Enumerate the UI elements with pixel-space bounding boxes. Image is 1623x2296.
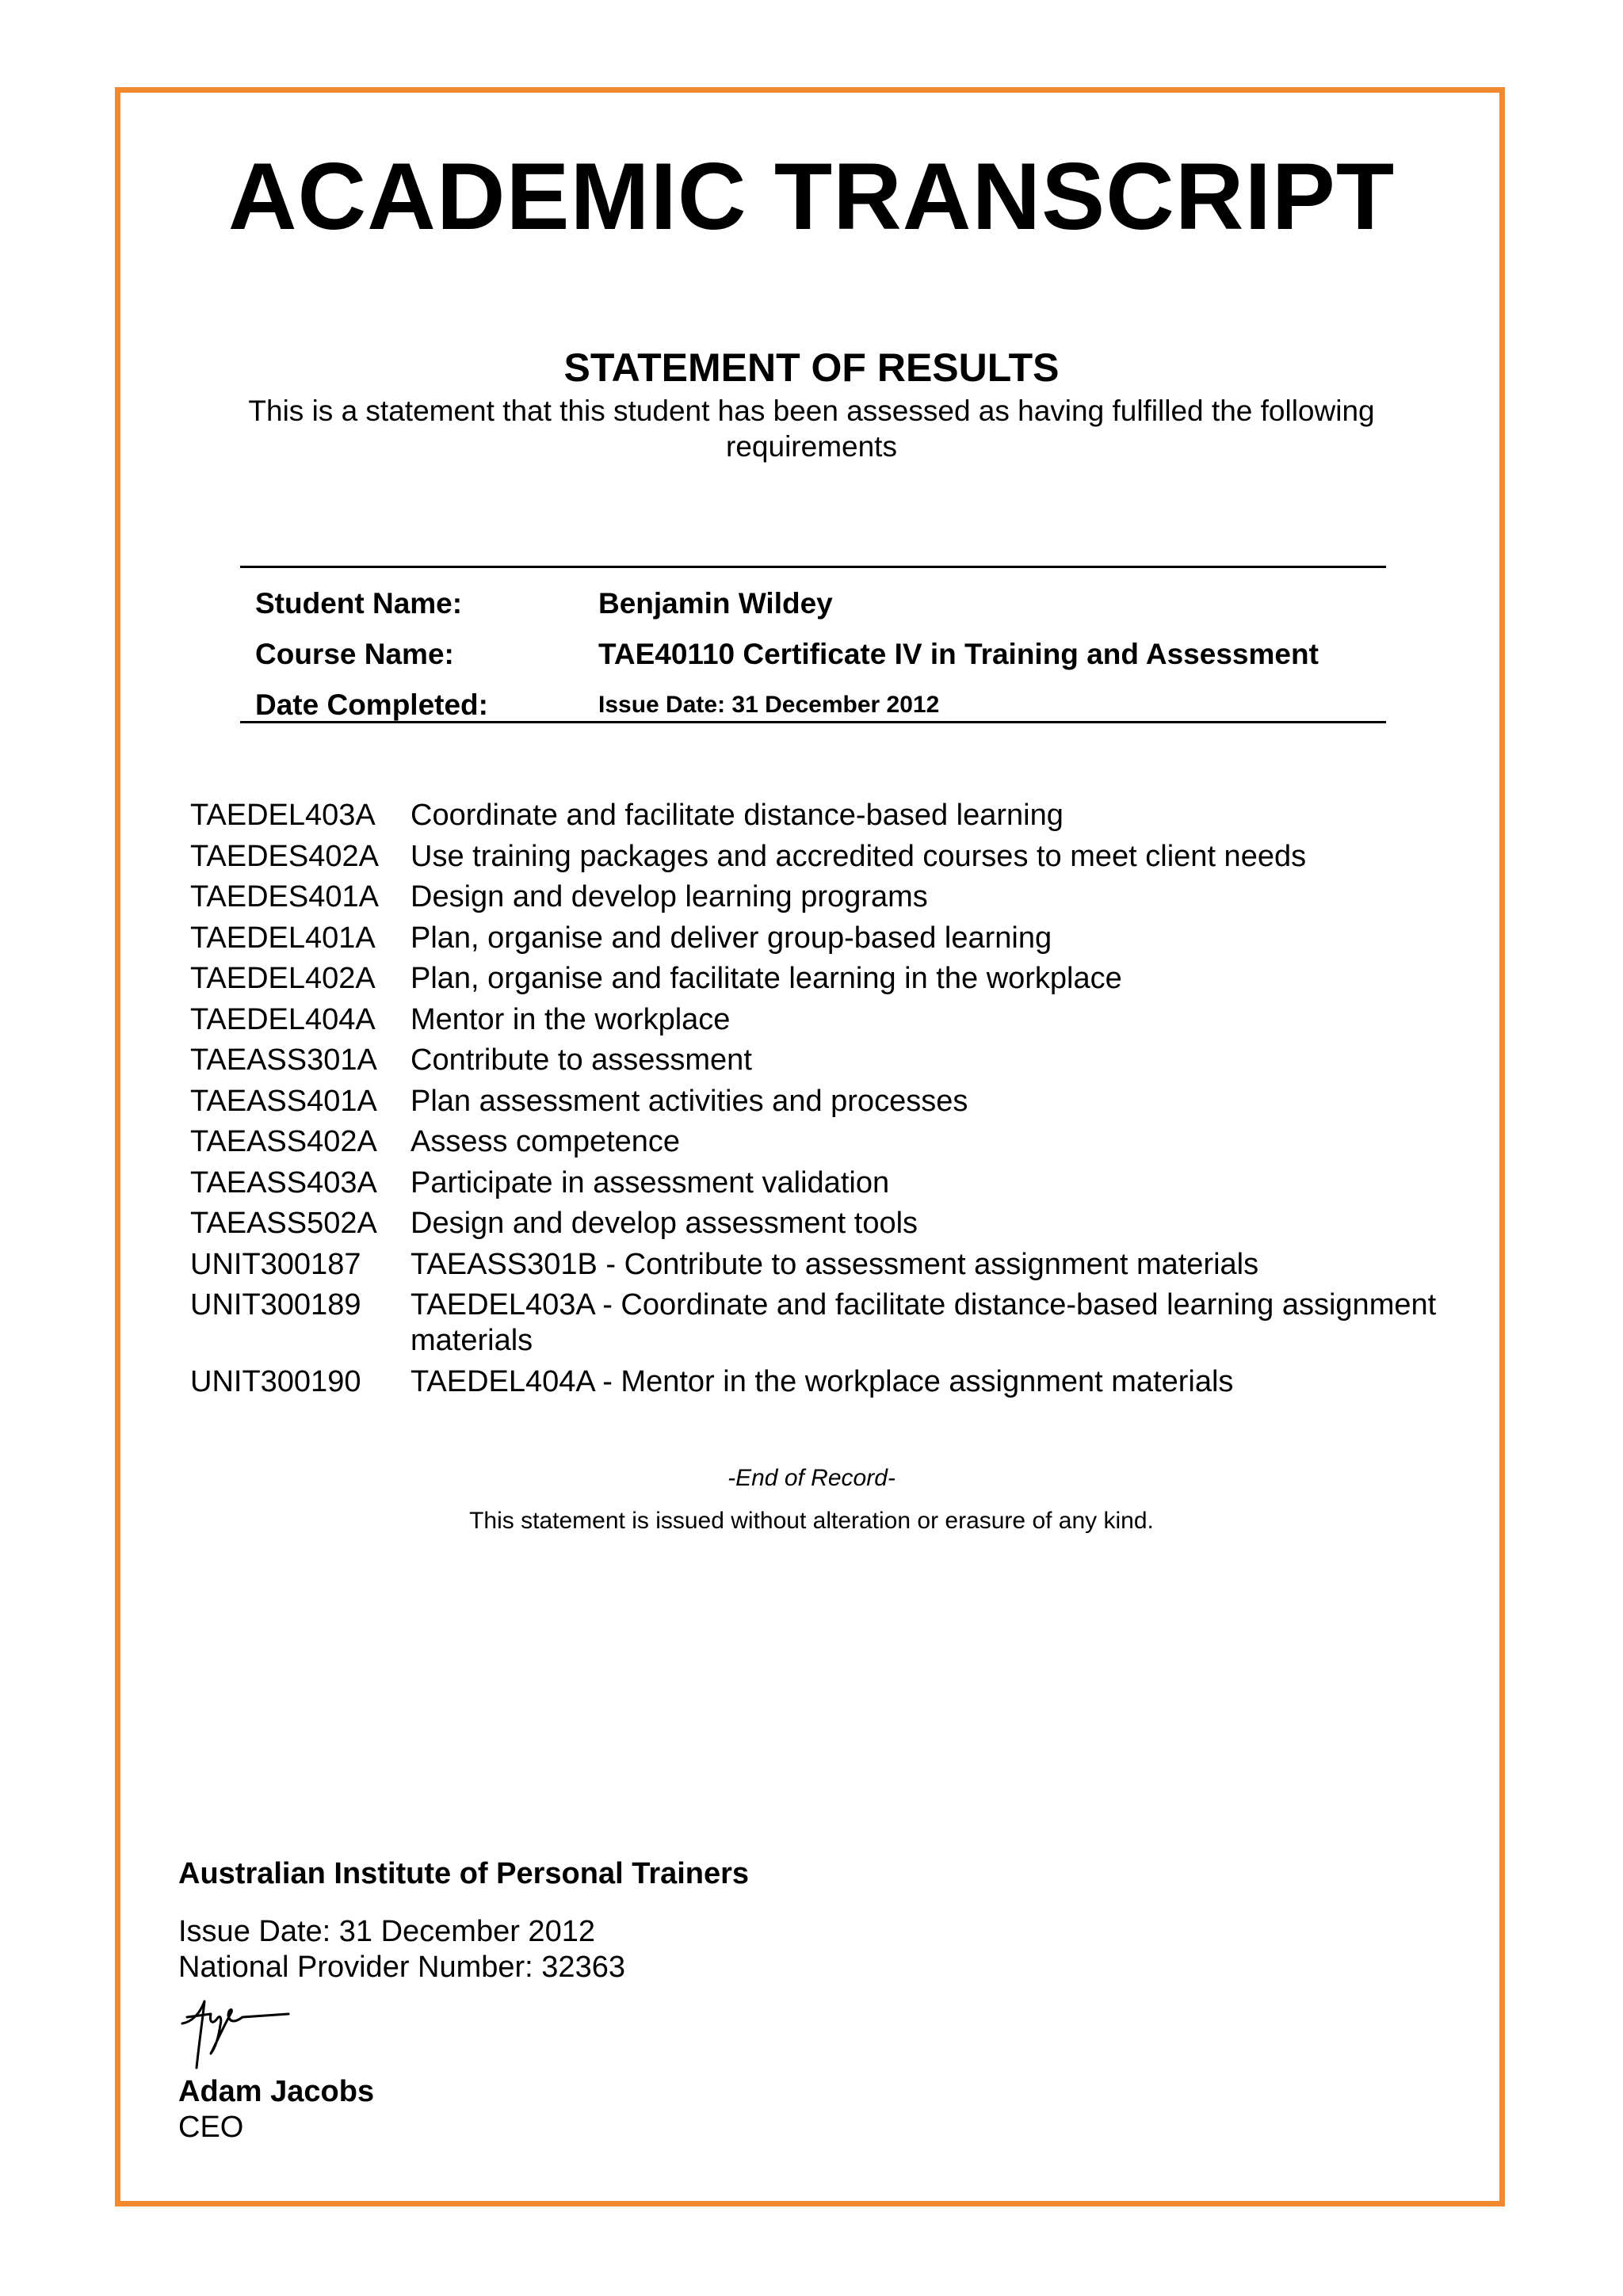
unit-row [190, 1124, 1474, 1160]
date-completed-label: Date Completed: [255, 688, 488, 721]
unit-title: Plan, organise and deliver group-based learning [411, 921, 1052, 955]
unit-title: Design and develop learning programs [411, 880, 928, 913]
end-of-record: -End of Record- [727, 1465, 896, 1491]
unit-code: TAEDEL404A [190, 1002, 376, 1036]
unit-title: Design and develop assessment tools [411, 1207, 918, 1240]
unit-code: TAEASS301A [190, 1043, 377, 1077]
unit-code: UNIT300187 [190, 1247, 361, 1281]
date-completed-value: Issue Date: 31 December 2012 [598, 692, 940, 718]
signer-name: Adam Jacobs [178, 2075, 375, 2108]
unit-code: TAEDEL401A [190, 921, 376, 955]
intro-text: This is a statement that this student has been assessed as having fulfilled the following requirements [248, 395, 1375, 463]
unit-code: TAEDEL403A [190, 799, 376, 832]
unit-code: TAEASS403A [190, 1165, 377, 1199]
student-name-label: Student Name: [255, 587, 463, 620]
unit-title: Participate in assessment validation [411, 1165, 890, 1199]
student-name-row [255, 582, 1381, 626]
unit-row [190, 1287, 1474, 1359]
unit-title: Coordinate and facilitate distance-based learning [411, 799, 1064, 832]
document-subtitle: STATEMENT OF RESULTS [563, 345, 1060, 390]
unit-code: TAEASS402A [190, 1125, 377, 1158]
unit-row [190, 1247, 1474, 1283]
institute-name: Australian Institute of Personal Trainers [178, 1857, 750, 1890]
unit-title: Plan assessment activities and processes [411, 1084, 968, 1118]
unit-code: TAEDES401A [190, 880, 379, 913]
unit-row [190, 879, 1474, 915]
unit-title: Mentor in the workplace [411, 1002, 731, 1036]
info-top-rule [240, 566, 1386, 568]
unit-row [190, 1165, 1474, 1201]
student-name-value: Benjamin Wildey [598, 587, 833, 620]
footer-issue-date: Issue Date: 31 December 2012 [178, 1915, 595, 1948]
unit-row [190, 839, 1474, 875]
unit-title: TAEASS301B - Contribute to assessment assignment materials [411, 1247, 1259, 1281]
unit-title: Plan, organise and facilitate learning in the workplace [411, 962, 1122, 995]
document-title: ACADEMIC TRANSCRIPT [227, 143, 1396, 250]
unit-title: Use training packages and accredited courses to meet client needs [411, 839, 1307, 873]
unit-code: TAEDEL402A [190, 962, 376, 995]
unit-title: TAEDEL403A - Coordinate and facilitate distance-based learning assignment materials [411, 1288, 1437, 1357]
unit-title: Assess competence [411, 1125, 681, 1158]
unit-row [190, 1206, 1474, 1241]
signer-title: CEO [178, 2111, 244, 2144]
unit-title: Contribute to assessment [411, 1043, 752, 1077]
signature-image [176, 1990, 295, 2077]
course-name-label: Course Name: [255, 638, 454, 670]
units-list [190, 798, 1474, 1405]
unit-row [190, 798, 1474, 833]
unit-row [190, 1043, 1474, 1078]
unit-code: TAEASS502A [190, 1207, 377, 1240]
unit-row [190, 921, 1474, 956]
unit-code: TAEDES402A [190, 839, 379, 873]
course-name-value: TAE40110 Certificate IV in Training and Assessment [598, 638, 1319, 670]
unit-row [190, 1084, 1474, 1119]
unit-code: UNIT300190 [190, 1364, 361, 1398]
issue-statement: This statement is issued without alteration or erasure of any kind. [469, 1508, 1154, 1534]
unit-row [190, 961, 1474, 997]
unit-code: TAEASS401A [190, 1084, 377, 1118]
course-name-row [255, 632, 1381, 677]
unit-title: TAEDEL404A - Mentor in the workplace assignment materials [411, 1364, 1234, 1398]
unit-row [190, 1364, 1474, 1400]
unit-code: UNIT300189 [190, 1288, 361, 1322]
info-bottom-rule [240, 721, 1386, 723]
unit-row [190, 1002, 1474, 1038]
provider-number: National Provider Number: 32363 [178, 1951, 625, 1984]
